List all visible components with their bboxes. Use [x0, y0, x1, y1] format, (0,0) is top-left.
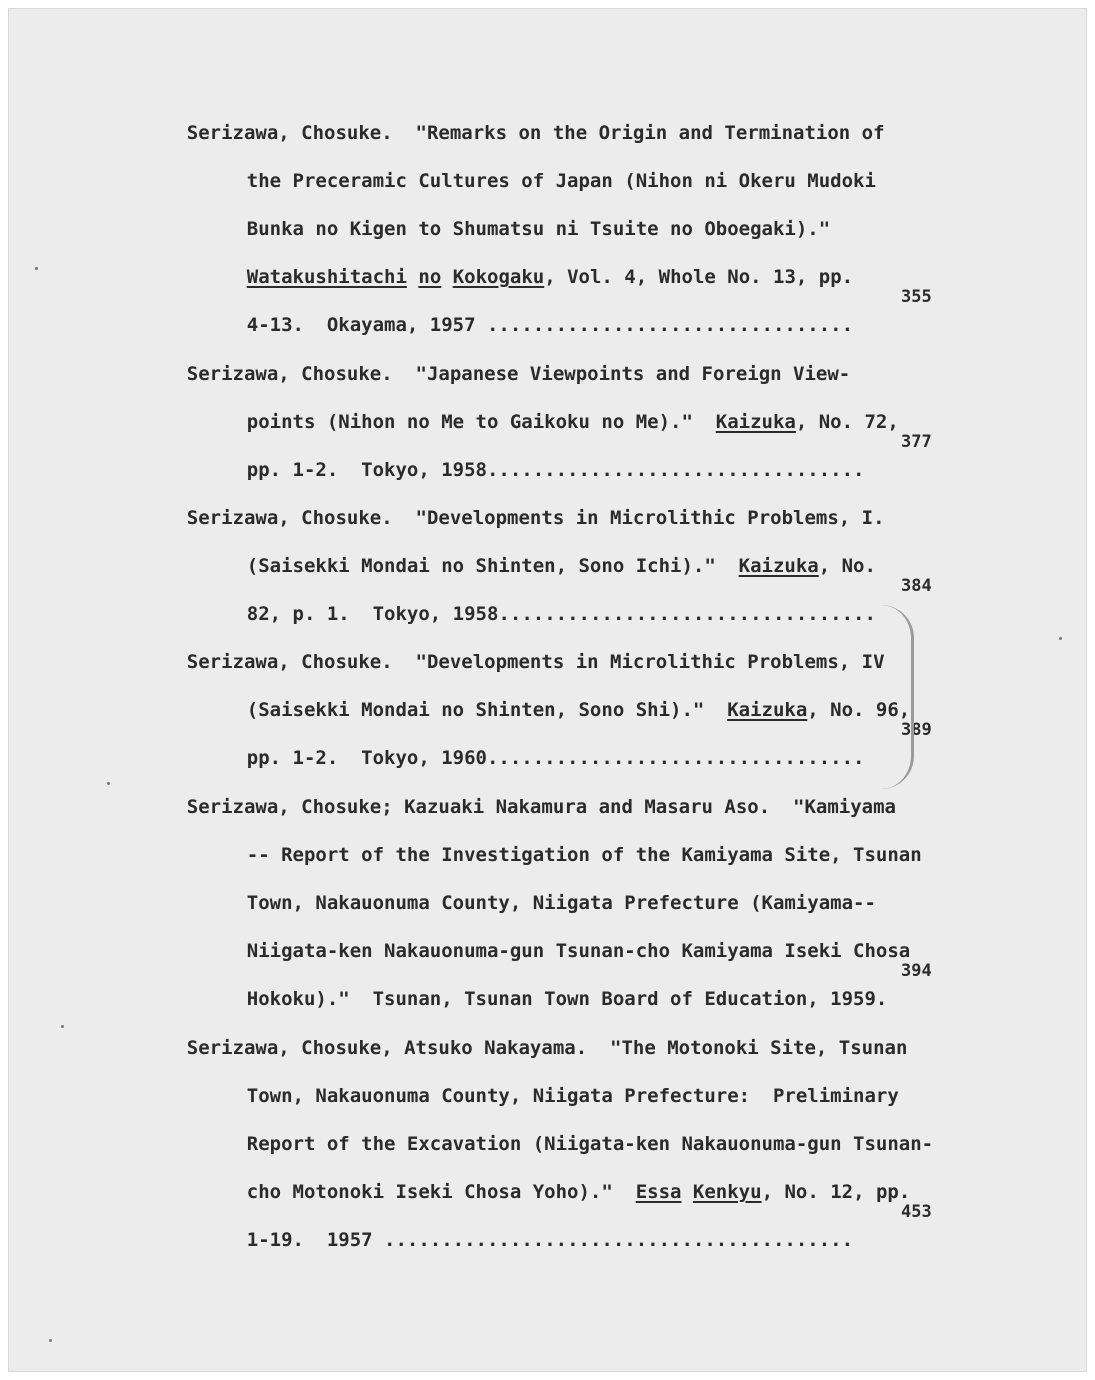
entry-3-line-1: Serizawa, Chosuke. "Developments in Microlithic Problems, I. [186, 507, 885, 529]
entry-6-line-2: Town, Nakauonuma County, Niigata Prefecture: Preliminary [246, 1085, 899, 1107]
leader-dots: ................................. [486, 459, 865, 481]
scan-speck [35, 267, 38, 270]
entry-4-line-2: (Saisekki Mondai no Shinten, Sono Shi)." Kaizuka, No. 96, [246, 699, 911, 721]
scan-speck [107, 782, 110, 785]
leader-dots: ................................. [498, 603, 876, 625]
journal-title-underlined: Kokogaku [452, 266, 545, 288]
entry-1-line-1: Serizawa, Chosuke. "Remarks on the Origin and Termination of [186, 122, 885, 144]
entry-1-line-5: 4-13. Okayama, 1957 ................................ [246, 314, 854, 336]
entry-6-line-1: Serizawa, Chosuke, Atsuko Nakayama. "The Motonoki Site, Tsunan [186, 1037, 908, 1059]
scan-speck [49, 1339, 52, 1342]
entry-1-line-2: the Preceramic Cultures of Japan (Nihon ni Okeru Mudoki [246, 170, 876, 192]
journal-title-underlined: Kaizuka [715, 411, 796, 433]
leader-dots: ......................................... [384, 1229, 854, 1251]
journal-title-underlined: Kenkyu [692, 1181, 762, 1203]
page-number: 453 [901, 1202, 932, 1222]
scan-speck [61, 1025, 64, 1028]
page-number: 389 [901, 720, 932, 740]
entry-2-line-1: Serizawa, Chosuke. "Japanese Viewpoints and Foreign View- [186, 363, 851, 385]
journal-title-underlined: Essa [635, 1181, 682, 1203]
entry-6-line-5: 1-19. 1957 ......................................... [246, 1229, 854, 1251]
entry-6-line-4: cho Motonoki Iseki Chosa Yoho)." Essa Kenkyu, No. 12, pp. [246, 1181, 911, 1203]
entry-1-line-3: Bunka no Kigen to Shumatsu ni Tsuite no Oboegaki)." [246, 218, 831, 240]
entry-3-line-2: (Saisekki Mondai no Shinten, Sono Ichi)." Kaizuka, No. [246, 555, 876, 577]
entry-2-line-3: pp. 1-2. Tokyo, 1958................................. [246, 459, 865, 481]
page-number: 355 [901, 287, 932, 307]
entry-4-line-1: Serizawa, Chosuke. "Developments in Microlithic Problems, IV [186, 651, 885, 673]
entry-2-line-2: points (Nihon no Me to Gaikoku no Me)." Kaizuka, No. 72, [246, 411, 899, 433]
entry-6-line-3: Report of the Excavation (Niigata-ken Nakauonuma-gun Tsunan- [246, 1133, 934, 1155]
page-number: 394 [901, 961, 932, 981]
journal-title-underlined: Watakushitachi [246, 266, 407, 288]
entry-4-line-3: pp. 1-2. Tokyo, 1960................................. [246, 747, 865, 769]
page-number: 384 [901, 576, 932, 596]
entry-5-line-2: -- Report of the Investigation of the Kamiyama Site, Tsunan [246, 844, 922, 866]
leader-dots: ................................. [486, 747, 865, 769]
document-page [8, 8, 1087, 1372]
entry-1-line-4: Watakushitachi no Kokogaku, Vol. 4, Whole No. 13, pp. [246, 266, 854, 288]
entry-5-line-1: Serizawa, Chosuke; Kazuaki Nakamura and Masaru Aso. "Kamiyama [186, 796, 896, 818]
journal-title-underlined: Kaizuka [738, 555, 819, 577]
scan-speck [1059, 637, 1062, 640]
page-number: 377 [901, 432, 932, 452]
pencil-bracket-mark [881, 605, 914, 789]
entry-3-line-3: 82, p. 1. Tokyo, 1958................................. [246, 603, 876, 625]
journal-title-underlined: Kaizuka [727, 699, 808, 721]
leader-dots: ................................ [486, 314, 854, 336]
entry-5-line-5: Hokoku)." Tsunan, Tsunan Town Board of Education, 1959. [246, 988, 888, 1010]
entry-5-line-3: Town, Nakauonuma County, Niigata Prefecture (Kamiyama-- [246, 892, 876, 914]
entry-5-line-4: Niigata-ken Nakauonuma-gun Tsunan-cho Kamiyama Iseki Chosa [246, 940, 911, 962]
journal-title-underlined: no [418, 266, 442, 288]
